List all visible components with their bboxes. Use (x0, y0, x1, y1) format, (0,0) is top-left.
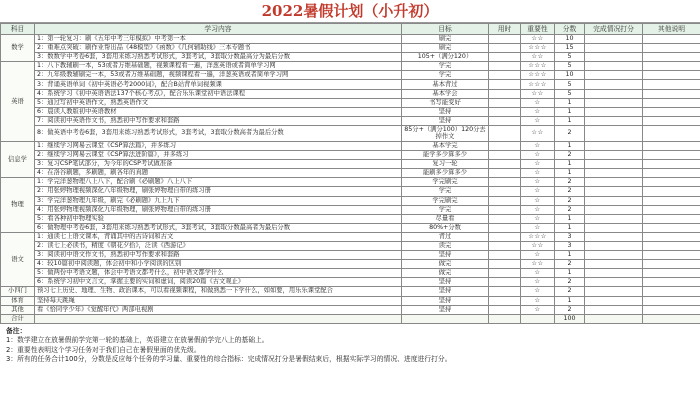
time-cell (489, 232, 521, 241)
time-cell (489, 205, 521, 214)
time-cell (489, 89, 521, 98)
score-cell: 1 (555, 223, 585, 232)
goal-cell: 书写能变好 (402, 98, 489, 107)
plan-row (1, 125, 700, 141)
goal-cell: 做完 (402, 260, 489, 269)
other-cell (643, 98, 700, 107)
completion-cell (585, 260, 643, 269)
completion-cell (585, 214, 643, 223)
goal-cell: 学完 (402, 205, 489, 214)
score-cell: 3 (555, 232, 585, 241)
content-cell: 3：阅读初中语文作文书，熟悉初中写作要求和套路 (35, 251, 402, 260)
completion-cell (585, 196, 643, 205)
importance-stars: ☆ (521, 151, 555, 160)
plan-row (1, 214, 700, 223)
header-other: 其他说明 (643, 24, 700, 35)
content-cell: 2：九年级教辅刷完一本，53或者万维基础题，视频课程看一遍，洋葱英语或者简单学习网 (35, 71, 402, 80)
other-cell (643, 125, 700, 141)
time-cell (489, 269, 521, 278)
importance-stars: ☆☆ (521, 89, 555, 98)
time-cell (489, 196, 521, 205)
total-completion (585, 314, 643, 323)
note-line: 3：所有的任务合计100分，分数是反应每个任务的学习量、重要性的综合指标：完成情况打分是暑假结束后，根据实际学习的情况、进度进行打分。 (6, 355, 452, 364)
header-importance: 重要性 (521, 24, 555, 35)
goal-cell: 基本学完 (402, 141, 489, 150)
content-cell: 4：较10篇初中阅读题，体会初中和小学阅读的区别 (35, 260, 402, 269)
other-cell (643, 251, 700, 260)
score-cell: 1 (555, 116, 585, 125)
plan-row (1, 141, 700, 150)
score-cell: 2 (555, 205, 585, 214)
completion-cell (585, 53, 643, 62)
plan-row (1, 107, 700, 116)
score-cell: 2 (555, 125, 585, 141)
importance-stars: ☆☆☆ (521, 44, 555, 53)
score-cell: 3 (555, 241, 585, 250)
total-content (35, 314, 402, 323)
time-cell (489, 80, 521, 89)
goal-cell: 刷完 (402, 35, 489, 44)
plan-row (1, 187, 700, 196)
importance-stars: ☆☆ (521, 53, 555, 62)
importance-stars: ☆☆ (521, 241, 555, 250)
plan-row (1, 205, 700, 214)
completion-cell (585, 125, 643, 141)
goal-cell: 坚持 (402, 116, 489, 125)
plan-row (1, 296, 700, 305)
content-cell: 5：看各种初中物理实验 (35, 214, 402, 223)
other-cell (643, 205, 700, 214)
plan-row (1, 260, 700, 269)
other-cell (643, 44, 700, 53)
time-cell (489, 214, 521, 223)
importance-stars: ☆☆☆ (521, 232, 555, 241)
other-cell (643, 241, 700, 250)
plan-row (1, 116, 700, 125)
time-cell (489, 169, 521, 178)
time-cell (489, 151, 521, 160)
plan-row (1, 35, 700, 44)
score-cell: 15 (555, 44, 585, 53)
importance-stars: ☆☆☆ (521, 80, 555, 89)
importance-stars: ☆ (521, 214, 555, 223)
goal-cell: 学完 (402, 62, 489, 71)
total-time (489, 314, 521, 323)
other-cell (643, 269, 700, 278)
goal-cell: 坚持 (402, 296, 489, 305)
score-cell: 1 (555, 269, 585, 278)
plan-row (1, 151, 700, 160)
completion-cell (585, 89, 643, 98)
completion-cell (585, 169, 643, 178)
time-cell (489, 98, 521, 107)
goal-cell: 做完 (402, 269, 489, 278)
other-cell (643, 62, 700, 71)
note-line: 1：数学建立在放暑假前学完第一轮的基础上，英语建立在放暑假前学完八上的基础上。 (6, 336, 269, 345)
score-cell: 2 (555, 187, 585, 196)
importance-stars: ☆☆☆ (521, 62, 555, 71)
content-cell: 3：背诵英语单词《初中英语必考2000词》，配合B站背单词视频课 (35, 80, 402, 89)
score-cell: 1 (555, 169, 585, 178)
subject-cell: 小四门 (1, 287, 35, 296)
other-cell (643, 71, 700, 80)
content-cell: 4：系统学习《初中英语语法137个核心考点》，配合乐乐课堂初中语法课程 (35, 89, 402, 98)
subject-cell: 其他 (1, 305, 35, 314)
importance-stars: ☆ (521, 205, 555, 214)
note-line: 2：重要性表明这个学习任务对于我们自己在暑假里面的优先级。 (6, 345, 201, 354)
goal-cell: 坚持 (402, 287, 489, 296)
other-cell (643, 169, 700, 178)
goal-cell: 坚持 (402, 251, 489, 260)
content-cell: 3：数数学中考卷6套，3套用来练习熟悉考试形式，3套考试，3套取分数最高分为最后分数 (35, 53, 402, 62)
content-cell: 5：做两份中考语文题，体会中考语文都考什么，初中语文都学什么 (35, 269, 402, 278)
importance-stars: ☆ (521, 116, 555, 125)
subject-cell: 英语 (1, 62, 35, 142)
goal-cell: 能刷多少算多少 (402, 169, 489, 178)
total-goal (402, 314, 489, 323)
notes-section (0, 324, 700, 365)
score-cell: 10 (555, 35, 585, 44)
other-cell (643, 187, 700, 196)
goal-cell: 学完 (402, 187, 489, 196)
time-cell (489, 287, 521, 296)
goal-cell: 学完 (402, 71, 489, 80)
goal-cell: 能学多少算多少 (402, 151, 489, 160)
other-cell (643, 232, 700, 241)
plan-table (0, 23, 700, 324)
importance-stars: ☆ (521, 160, 555, 169)
score-cell: 1 (555, 214, 585, 223)
time-cell (489, 35, 521, 44)
content-cell: 8：做英语中考卷6套，3套用来练习熟悉考试形式，3套考试，3套取分数高者为最后分数 (35, 125, 402, 141)
content-cell: 4：用张婷物理视频深化九年级物理，刷张婷物理自带的练习册 (35, 205, 402, 214)
completion-cell (585, 251, 643, 260)
content-cell: 看《恰同学少年》《觉醒年代》两部电视剧 (35, 305, 402, 314)
plan-row (1, 223, 700, 232)
completion-cell (585, 241, 643, 250)
plan-row (1, 269, 700, 278)
goal-cell: 复习一轮 (402, 160, 489, 169)
time-cell (489, 107, 521, 116)
total-other (643, 314, 700, 323)
other-cell (643, 278, 700, 287)
header-row (1, 24, 700, 35)
score-cell: 2 (555, 178, 585, 187)
time-cell (489, 278, 521, 287)
plan-row (1, 169, 700, 178)
importance-stars: ☆ (521, 169, 555, 178)
content-cell: 2：用张婷物理视频深化八年级物理，刷张婷物理自带的练习册 (35, 187, 402, 196)
plan-row (1, 80, 700, 89)
header-time: 用时 (489, 24, 521, 35)
time-cell (489, 251, 521, 260)
other-cell (643, 260, 700, 269)
time-cell (489, 125, 521, 141)
content-cell: 2：读七上必读书，精度《朝花夕拾》，泛读《西游记》 (35, 241, 402, 250)
score-cell: 2 (555, 305, 585, 314)
importance-stars: ☆ (521, 269, 555, 278)
plan-row (1, 89, 700, 98)
goal-cell: 学完刷完 (402, 178, 489, 187)
score-cell: 1 (555, 141, 585, 150)
score-cell: 5 (555, 89, 585, 98)
time-cell (489, 305, 521, 314)
completion-cell (585, 205, 643, 214)
plan-row (1, 241, 700, 250)
content-cell: 坚持每天跳绳 (35, 296, 402, 305)
goal-cell: 刷完 (402, 44, 489, 53)
goal-cell: 学完刷完 (402, 196, 489, 205)
content-cell: 3：学完洋葱物理九年级，刷完《必刷题》九上九下 (35, 196, 402, 205)
content-cell: 6：晨读人教版初中英语教材 (35, 107, 402, 116)
importance-stars: ☆ (521, 287, 555, 296)
score-cell: 5 (555, 62, 585, 71)
other-cell (643, 80, 700, 89)
completion-cell (585, 107, 643, 116)
plan-body (1, 35, 700, 324)
plan-row (1, 196, 700, 205)
importance-stars: ☆ (521, 107, 555, 116)
goal-cell: 105+（满分120） (402, 53, 489, 62)
score-cell: 5 (555, 80, 585, 89)
plan-row (1, 71, 700, 80)
subject-cell: 语文 (1, 232, 35, 287)
total-importance (521, 314, 555, 323)
importance-stars: ☆ (521, 196, 555, 205)
goal-cell: 基本背过 (402, 80, 489, 89)
header-goal: 目标 (402, 24, 489, 35)
goal-cell: 坚持 (402, 278, 489, 287)
completion-cell (585, 44, 643, 53)
content-cell: 1：通读七上语文课本，背诵其中的古诗词和古文 (35, 232, 402, 241)
goal-cell: 85分+（满分100）120分去掉作文 (402, 125, 489, 141)
completion-cell (585, 62, 643, 71)
score-cell: 2 (555, 151, 585, 160)
time-cell (489, 141, 521, 150)
subject-cell: 物理 (1, 178, 35, 233)
other-cell (643, 223, 700, 232)
content-cell: 2：重难点突破：刷作业帮出品《48模型》《函数》《几何辅助线》三本专题书 (35, 44, 402, 53)
completion-cell (585, 269, 643, 278)
importance-stars: ☆☆ (521, 35, 555, 44)
content-cell: 预习七上历史、地理、生物、政治课本，可以看视频课程，和做熟悉一下学什么，如如要，用乐乐课堂配合 (35, 287, 402, 296)
other-cell (643, 141, 700, 150)
goal-cell: 读完 (402, 241, 489, 250)
score-cell: 1 (555, 160, 585, 169)
completion-cell (585, 116, 643, 125)
plan-row (1, 160, 700, 169)
goal-cell: 坚持 (402, 107, 489, 116)
completion-cell (585, 160, 643, 169)
importance-stars: ☆ (521, 305, 555, 314)
goal-cell: 背过 (402, 232, 489, 241)
completion-cell (585, 141, 643, 150)
time-cell (489, 178, 521, 187)
other-cell (643, 214, 700, 223)
header-content: 学习内容 (35, 24, 402, 35)
importance-stars: ☆ (521, 251, 555, 260)
goal-cell: 80%+分数 (402, 223, 489, 232)
total-row (1, 314, 700, 323)
header-score: 分数 (555, 24, 585, 35)
time-cell (489, 187, 521, 196)
importance-stars: ☆☆ (521, 260, 555, 269)
score-cell: 5 (555, 53, 585, 62)
time-cell (489, 116, 521, 125)
completion-cell (585, 223, 643, 232)
other-cell (643, 296, 700, 305)
plan-row (1, 44, 700, 53)
total-score: 100 (555, 314, 585, 323)
completion-cell (585, 278, 643, 287)
notes-heading: 备注： (6, 326, 27, 335)
importance-stars: ☆☆ (521, 125, 555, 141)
completion-cell (585, 305, 643, 314)
other-cell (643, 151, 700, 160)
other-cell (643, 178, 700, 187)
score-cell: 1 (555, 107, 585, 116)
total-label: 合计 (1, 314, 35, 323)
plan-row (1, 232, 700, 241)
score-cell: 10 (555, 71, 585, 80)
completion-cell (585, 178, 643, 187)
importance-stars: ☆☆☆ (521, 71, 555, 80)
other-cell (643, 196, 700, 205)
content-cell: 7：阅读初中英语作文书，熟悉初中写作要求和套路 (35, 116, 402, 125)
completion-cell (585, 71, 643, 80)
importance-stars: ☆ (521, 278, 555, 287)
score-cell: 2 (555, 287, 585, 296)
completion-cell (585, 187, 643, 196)
content-cell: 5：通过写初中英语作文，熟悉英语作文 (35, 98, 402, 107)
completion-cell (585, 35, 643, 44)
content-cell: 1：继续学习网易云课堂《CSP算法篇》，并多练习 (35, 141, 402, 150)
time-cell (489, 296, 521, 305)
score-cell: 1 (555, 251, 585, 260)
completion-cell (585, 296, 643, 305)
content-cell: 2：继续学习网易云课堂《CSP算法进阶篇》，并多练习 (35, 151, 402, 160)
subject-cell: 信息学 (1, 141, 35, 177)
plan-row (1, 62, 700, 71)
importance-stars: ☆ (521, 178, 555, 187)
content-cell: 6：系统学习初中文言文，掌握主要的实词和虚词，阅读20篇《古文观止》 (35, 278, 402, 287)
completion-cell (585, 98, 643, 107)
score-cell: 1 (555, 296, 585, 305)
time-cell (489, 71, 521, 80)
content-cell: 6：做物理中考卷6套，3套用来练习熟悉考试形式，3套考试，3套取分数最高者为最后分数 (35, 223, 402, 232)
importance-stars: ☆ (521, 296, 555, 305)
content-cell: 3：复习CSP笔试部分，为今年的CSP考试做准备 (35, 160, 402, 169)
content-cell: 1：学完洋葱物理八上八下，配合刷《必刷题》八上八下 (35, 178, 402, 187)
plan-row (1, 287, 700, 296)
other-cell (643, 160, 700, 169)
header-subject: 科目 (1, 24, 35, 35)
importance-stars: ☆ (521, 98, 555, 107)
time-cell (489, 223, 521, 232)
plan-row (1, 178, 700, 187)
importance-stars: ☆ (521, 223, 555, 232)
other-cell (643, 53, 700, 62)
other-cell (643, 116, 700, 125)
time-cell (489, 44, 521, 53)
other-cell (643, 89, 700, 98)
importance-stars: ☆ (521, 141, 555, 150)
content-cell: 1：第一轮复习：刷《五年中考三年模拟》中考第一本 (35, 35, 402, 44)
time-cell (489, 160, 521, 169)
goal-cell: 基本学会 (402, 89, 489, 98)
goal-cell: 尽量看 (402, 214, 489, 223)
score-cell: 2 (555, 260, 585, 269)
score-cell: 1 (555, 98, 585, 107)
time-cell (489, 62, 521, 71)
plan-row (1, 98, 700, 107)
page-title: 2022暑假计划（小升初） (0, 0, 700, 23)
content-cell: 1：八下教辅刷一本，53或者万维基础题，视频课程看一遍，洋葱英语或者简单学习网 (35, 62, 402, 71)
score-cell: 2 (555, 278, 585, 287)
plan-row (1, 305, 700, 314)
other-cell (643, 305, 700, 314)
time-cell (489, 260, 521, 269)
completion-cell (585, 80, 643, 89)
completion-cell (585, 287, 643, 296)
importance-stars: ☆ (521, 187, 555, 196)
completion-cell (585, 232, 643, 241)
subject-cell: 数学 (1, 35, 35, 62)
goal-cell: 坚持 (402, 305, 489, 314)
subject-cell: 体育 (1, 296, 35, 305)
completion-cell (585, 151, 643, 160)
content-cell: 4：在洛谷刷题，多刷题，刷各年的真题 (35, 169, 402, 178)
plan-row (1, 278, 700, 287)
header-completion: 完成情况打分 (585, 24, 643, 35)
score-cell: 2 (555, 196, 585, 205)
other-cell (643, 35, 700, 44)
time-cell (489, 241, 521, 250)
plan-row (1, 53, 700, 62)
other-cell (643, 287, 700, 296)
time-cell (489, 53, 521, 62)
plan-row (1, 251, 700, 260)
other-cell (643, 107, 700, 116)
